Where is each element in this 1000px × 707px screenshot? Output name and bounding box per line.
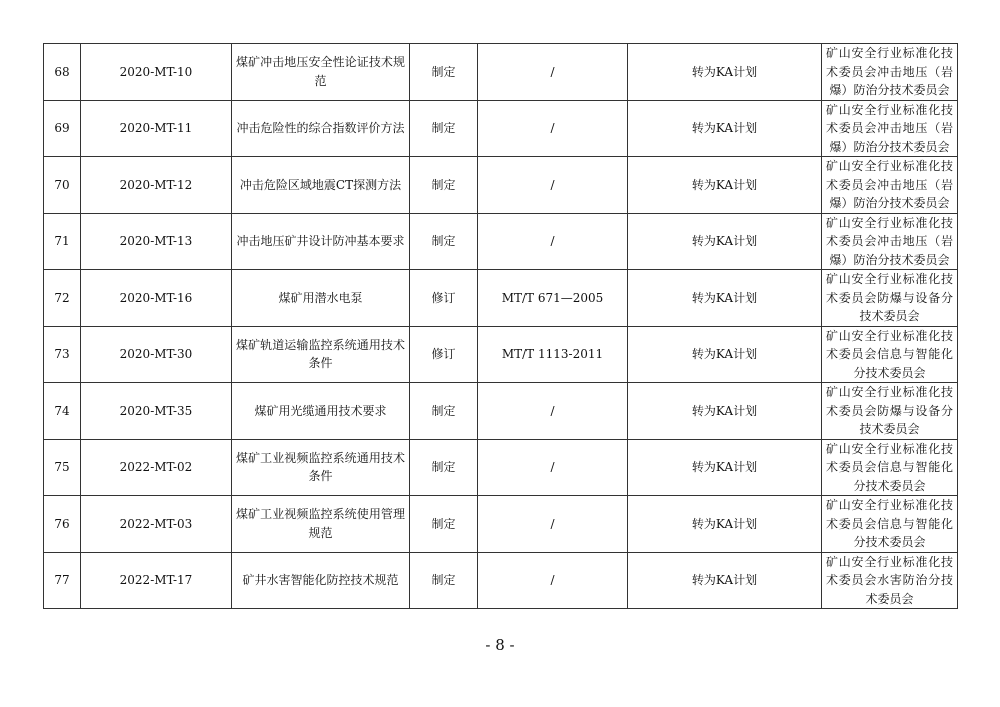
cell-code: 2020-MT-35	[81, 383, 232, 440]
cell-name-text: 矿井水害智能化防控技术规范	[242, 573, 399, 587]
cell-type: 制定	[410, 100, 478, 157]
cell-code: 2022-MT-17	[81, 552, 232, 609]
cell-committee	[822, 326, 958, 383]
cell-committee	[822, 100, 958, 157]
cell-name	[232, 100, 410, 157]
cell-status: 转为KA计划	[628, 270, 822, 327]
cell-replace: /	[478, 44, 628, 101]
cell-name	[232, 270, 410, 327]
cell-replace: /	[478, 383, 628, 440]
cell-committee	[822, 213, 958, 270]
cell-no: 73	[44, 326, 81, 383]
table-row	[44, 270, 958, 327]
standards-table	[43, 43, 958, 609]
cell-status: 转为KA计划	[628, 383, 822, 440]
cell-code: 2022-MT-03	[81, 496, 232, 553]
cell-type: 修订	[410, 326, 478, 383]
cell-name	[232, 552, 410, 609]
cell-status: 转为KA计划	[628, 100, 822, 157]
cell-committee-text: 矿山安全行业标准化技术委员会信息与智能化分技术委员会	[826, 328, 953, 380]
cell-type: 制定	[410, 213, 478, 270]
cell-status: 转为KA计划	[628, 439, 822, 496]
table-row	[44, 552, 958, 609]
cell-committee-text: 矿山安全行业标准化技术委员会水害防治分技术委员会	[826, 554, 953, 606]
cell-no: 75	[44, 439, 81, 496]
cell-status: 转为KA计划	[628, 157, 822, 214]
cell-name-text: 煤矿用光缆通用技术要求	[254, 403, 387, 418]
cell-replace: MT/T 1113-2011	[478, 326, 628, 383]
table-row	[44, 326, 958, 383]
cell-name	[232, 213, 410, 270]
cell-status: 转为KA计划	[628, 326, 822, 383]
cell-committee	[822, 270, 958, 327]
cell-type: 修订	[410, 270, 478, 327]
cell-committee-text: 矿山安全行业标准化技术委员会防爆与设备分技术委员会	[826, 385, 953, 436]
cell-committee-text: 矿山安全行业标准化技术委员会防爆与设备分技术委员会	[826, 272, 953, 323]
cell-no: 72	[44, 270, 81, 327]
cell-type: 制定	[410, 44, 478, 101]
cell-name-text: 煤矿轨道运输监控系统通用技术条件	[236, 337, 405, 371]
table-row	[44, 157, 958, 214]
cell-committee-text: 矿山安全行业标准化技术委员会冲击地压（岩爆）防治分技术委员会	[826, 215, 953, 267]
cell-name-text: 冲击危险区域地震CT探测方法	[239, 177, 402, 192]
cell-committee	[822, 383, 958, 440]
table-row	[44, 439, 958, 496]
cell-no: 77	[44, 552, 81, 609]
cell-status: 转为KA计划	[628, 496, 822, 553]
cell-no: 70	[44, 157, 81, 214]
cell-committee-text: 矿山安全行业标准化技术委员会信息与智能化分技术委员会	[826, 498, 953, 549]
cell-committee	[822, 552, 958, 609]
table-row	[44, 496, 958, 553]
cell-name-text: 冲击地压矿井设计防冲基本要求	[236, 234, 405, 248]
cell-no: 71	[44, 213, 81, 270]
cell-committee-text: 矿山安全行业标准化技术委员会冲击地压（岩爆）防治分技术委员会	[826, 159, 953, 210]
cell-committee	[822, 157, 958, 214]
page-number: - 8 -	[485, 636, 515, 654]
cell-replace: MT/T 671—2005	[478, 270, 628, 327]
cell-name	[232, 157, 410, 214]
table-row	[44, 44, 958, 101]
cell-no: 68	[44, 44, 81, 101]
cell-name-text: 煤矿工业视频监控系统通用技术条件	[236, 450, 405, 484]
cell-type: 制定	[410, 439, 478, 496]
cell-replace: /	[478, 100, 628, 157]
cell-no: 74	[44, 383, 81, 440]
cell-code: 2020-MT-11	[81, 100, 232, 157]
table-row	[44, 383, 958, 440]
cell-committee-text: 矿山安全行业标准化技术委员会冲击地压（岩爆）防治分技术委员会	[826, 102, 953, 154]
table-body	[44, 44, 958, 609]
cell-type: 制定	[410, 157, 478, 214]
cell-status: 转为KA计划	[628, 552, 822, 609]
table-row	[44, 100, 958, 157]
cell-replace: /	[478, 157, 628, 214]
cell-name-text: 煤矿用潜水电泵	[278, 290, 363, 305]
table-row	[44, 213, 958, 270]
cell-committee	[822, 496, 958, 553]
cell-name	[232, 496, 410, 553]
cell-name	[232, 383, 410, 440]
cell-status: 转为KA计划	[628, 213, 822, 270]
cell-replace: /	[478, 213, 628, 270]
cell-code: 2020-MT-13	[81, 213, 232, 270]
cell-code: 2020-MT-30	[81, 326, 232, 383]
cell-name-text: 煤矿冲击地压安全性论证技术规范	[236, 55, 405, 88]
cell-no: 76	[44, 496, 81, 553]
cell-no: 69	[44, 100, 81, 157]
cell-name	[232, 439, 410, 496]
cell-code: 2020-MT-16	[81, 270, 232, 327]
cell-code: 2022-MT-02	[81, 439, 232, 496]
cell-code: 2020-MT-12	[81, 157, 232, 214]
cell-committee	[822, 439, 958, 496]
cell-replace: /	[478, 552, 628, 609]
cell-type: 制定	[410, 383, 478, 440]
cell-replace: /	[478, 496, 628, 553]
cell-name-text: 煤矿工业视频监控系统使用管理规范	[236, 507, 405, 540]
cell-committee-text: 矿山安全行业标准化技术委员会冲击地压（岩爆）防治分技术委员会	[826, 46, 953, 97]
cell-name-text: 冲击危险性的综合指数评价方法	[236, 121, 405, 135]
cell-committee	[822, 44, 958, 101]
cell-committee-text: 矿山安全行业标准化技术委员会信息与智能化分技术委员会	[826, 441, 953, 493]
cell-code: 2020-MT-10	[81, 44, 232, 101]
cell-type: 制定	[410, 496, 478, 553]
cell-replace: /	[478, 439, 628, 496]
cell-status: 转为KA计划	[628, 44, 822, 101]
cell-name	[232, 44, 410, 101]
cell-type: 制定	[410, 552, 478, 609]
cell-name	[232, 326, 410, 383]
